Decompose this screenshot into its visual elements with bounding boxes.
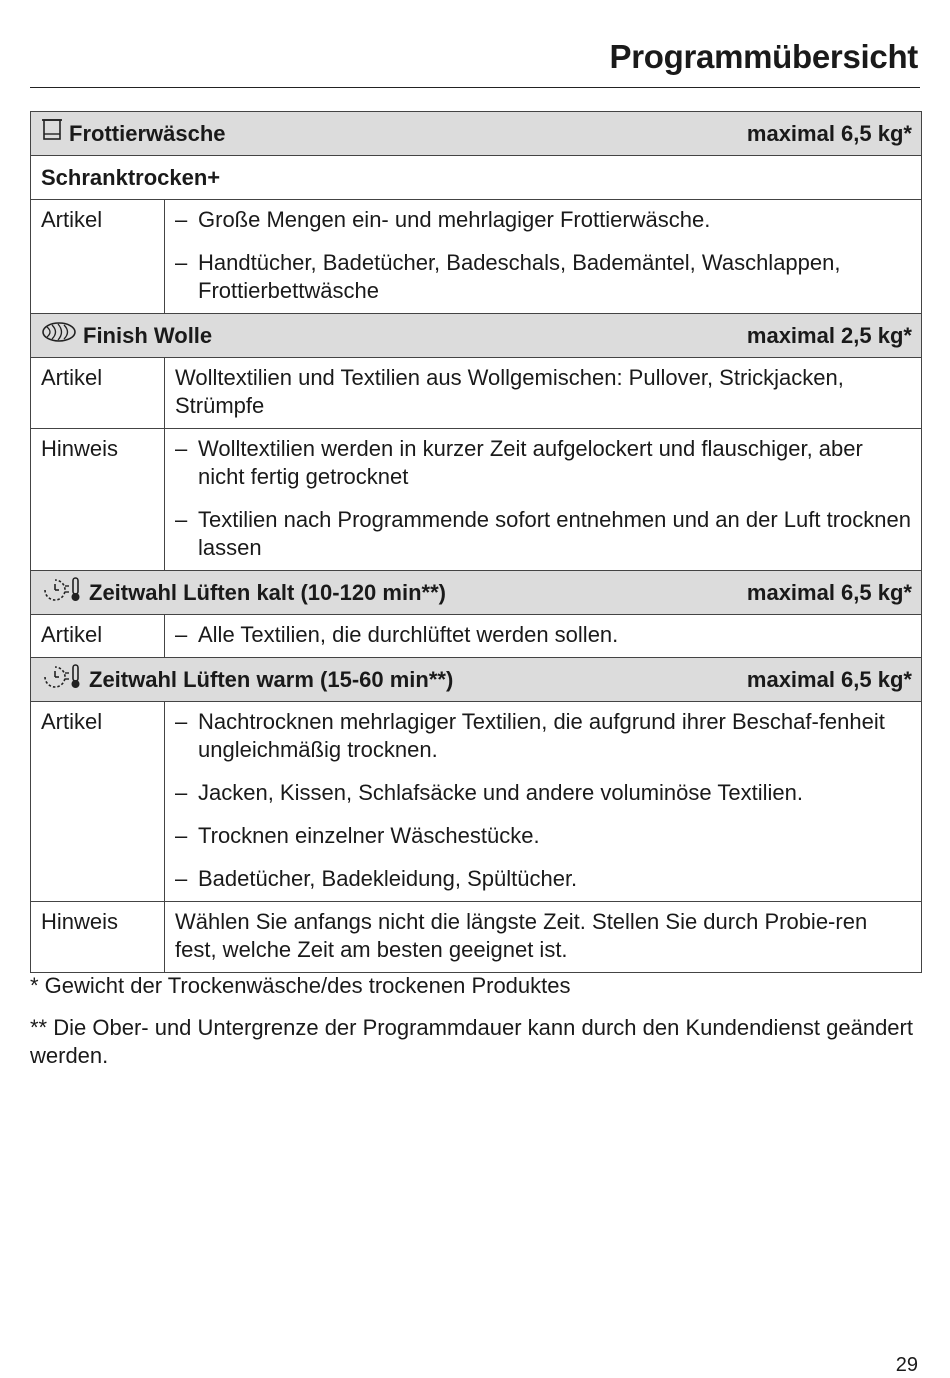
program-max-load: maximal 6,5 kg*	[746, 579, 912, 605]
program-name: Finish Wolle	[83, 322, 213, 348]
list-item: – Nachtrocknen mehrlagiger Textilien, die aufgrund ihrer Beschaf-fenheit ungleichmäßig trocknen.	[175, 709, 885, 762]
program-row	[31, 358, 922, 429]
title-divider	[30, 87, 920, 88]
timer-air-icon	[41, 663, 89, 696]
row-label: Artikel	[31, 615, 165, 658]
timer-air-icon	[41, 576, 89, 609]
row-label: Hinweis	[31, 902, 165, 973]
program-table	[30, 111, 922, 973]
program-name: Frottierwäsche	[69, 120, 226, 146]
list-item: – Trocknen einzelner Wäschestücke.	[175, 823, 540, 848]
program-max-load: maximal 2,5 kg*	[746, 322, 912, 348]
row-text: Wählen Sie anfangs nicht die längste Zeit. Stellen Sie durch Probie-ren fest, welche Zeit am besten geeignet ist.	[165, 902, 922, 973]
row-label: Artikel	[31, 200, 165, 314]
list-item: – Jacken, Kissen, Schlafsäcke und andere voluminöse Textilien.	[175, 780, 803, 805]
program-max-load: maximal 6,5 kg*	[746, 120, 912, 146]
program-row	[31, 615, 922, 658]
program-sub-label: Schranktrocken+	[31, 156, 922, 200]
page-title: Programmübersicht	[609, 38, 918, 75]
list-item: – Badetücher, Badekleidung, Spültücher.	[175, 866, 578, 891]
program-header	[31, 112, 922, 156]
program-row	[31, 702, 922, 902]
program-row	[31, 429, 922, 571]
program-header	[31, 658, 922, 702]
program-row	[31, 200, 922, 314]
row-label: Artikel	[31, 358, 165, 429]
row-label: Artikel	[31, 702, 165, 902]
list-item: – Wolltextilien werden in kurzer Zeit aufgelockert und flauschiger, aber nicht fertig getrocknet	[175, 436, 863, 489]
list-item: – Handtücher, Badetücher, Badeschals, Bademäntel, Waschlappen, Frottierbettwäsche	[175, 250, 841, 303]
program-header	[31, 314, 922, 358]
towel-icon	[41, 118, 69, 149]
program-name: Zeitwahl Lüften kalt (10-120 min**)	[89, 579, 446, 605]
page-number: 29	[895, 1354, 918, 1376]
footnote-weight: * Gewicht der Trockenwäsche/des trockenen Produktes	[30, 973, 571, 998]
program-header	[31, 571, 922, 615]
wool-icon	[41, 321, 83, 350]
list-item: – Textilien nach Programmende sofort entnehmen und an der Luft trocknen lassen	[175, 507, 911, 560]
row-label: Hinweis	[31, 429, 165, 571]
program-max-load: maximal 6,5 kg*	[746, 666, 912, 692]
program-name: Zeitwahl Lüften warm (15-60 min**)	[89, 666, 454, 692]
footnote-duration: ** Die Ober- und Untergrenze der Programmdauer kann durch den Kundendienst geändert werden.	[30, 1015, 913, 1068]
list-item: – Große Mengen ein- und mehrlagiger Frottierwäsche.	[175, 207, 711, 232]
program-row	[31, 902, 922, 973]
list-item: – Alle Textilien, die durchlüftet werden sollen.	[175, 622, 619, 647]
program-subheader	[31, 156, 922, 200]
row-text: Wolltextilien und Textilien aus Wollgemischen: Pullover, Strickjacken, Strümpfe	[165, 358, 922, 429]
